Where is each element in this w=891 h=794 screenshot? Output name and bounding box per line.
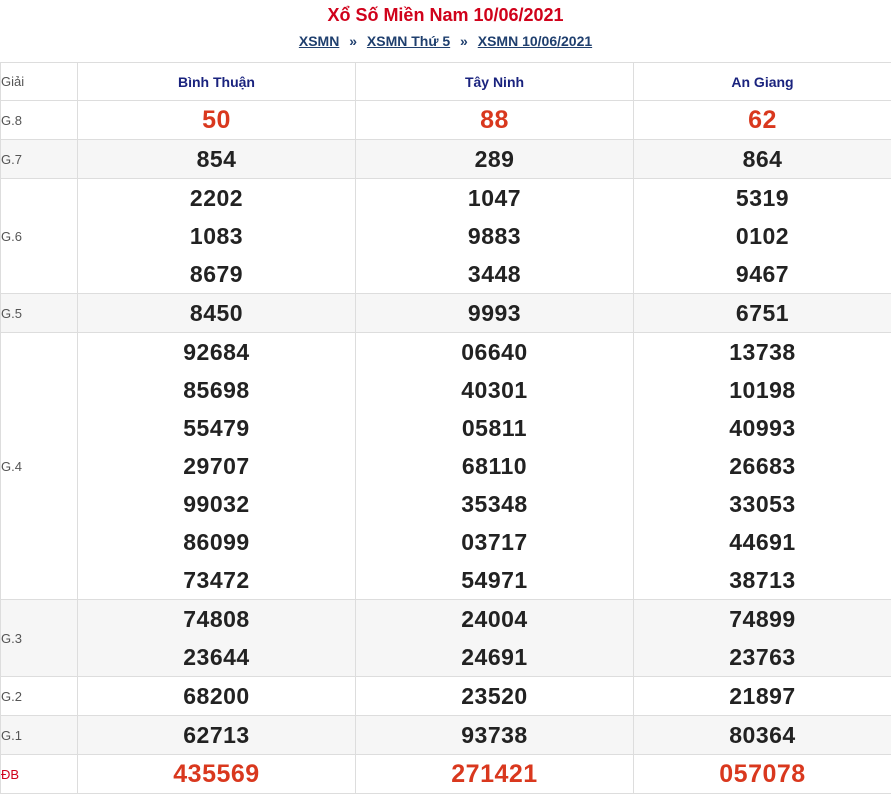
- result-cell: [634, 294, 891, 333]
- winning-number: 44691: [634, 523, 891, 561]
- winning-number: 24691: [356, 638, 633, 676]
- winning-number: 05811: [356, 409, 633, 447]
- winning-number: 1047: [356, 179, 633, 217]
- breadcrumb: [0, 33, 891, 49]
- winning-number: 289: [356, 140, 633, 178]
- prize-row: [1, 179, 891, 294]
- winning-number: 26683: [634, 447, 891, 485]
- winning-number: 23644: [78, 638, 355, 676]
- result-cell: [356, 333, 634, 600]
- winning-number: 0102: [634, 217, 891, 255]
- winning-number: 5319: [634, 179, 891, 217]
- winning-number: 99032: [78, 485, 355, 523]
- result-cell: [634, 333, 891, 600]
- prize-label: G.6: [1, 179, 78, 294]
- winning-number: 03717: [356, 523, 633, 561]
- winning-number: 10198: [634, 371, 891, 409]
- winning-number: 057078: [634, 755, 891, 793]
- prize-label: G.5: [1, 294, 78, 333]
- breadcrumb-link-thu5[interactable]: XSMN Thứ 5: [367, 33, 450, 49]
- result-cell: [78, 677, 356, 716]
- winning-number: 9467: [634, 255, 891, 293]
- results-body: [1, 101, 891, 794]
- result-cell: [78, 333, 356, 600]
- prize-column-header: Giải: [1, 63, 78, 101]
- winning-number: 55479: [78, 409, 355, 447]
- prize-label: G.8: [1, 101, 78, 140]
- prize-row: [1, 600, 891, 677]
- province-header-an-giang[interactable]: An Giang: [634, 63, 891, 101]
- result-cell: [356, 755, 634, 794]
- breadcrumb-link-date[interactable]: XSMN 10/06/2021: [478, 33, 592, 49]
- province-header-tay-ninh[interactable]: Tây Ninh: [356, 63, 634, 101]
- result-cell: [78, 716, 356, 755]
- result-cell: [356, 101, 634, 140]
- result-cell: [78, 755, 356, 794]
- prize-label: G.2: [1, 677, 78, 716]
- result-cell: [78, 294, 356, 333]
- prize-row: [1, 140, 891, 179]
- winning-number: 85698: [78, 371, 355, 409]
- winning-number: 24004: [356, 600, 633, 638]
- province-header-binh-thuan[interactable]: Bình Thuận: [78, 63, 356, 101]
- winning-number: 435569: [78, 755, 355, 793]
- winning-number: 86099: [78, 523, 355, 561]
- result-cell: [634, 677, 891, 716]
- page-title: Xổ Số Miền Nam 10/06/2021: [0, 5, 891, 26]
- prize-row: [1, 333, 891, 600]
- winning-number: 50: [78, 101, 355, 139]
- winning-number: 8679: [78, 255, 355, 293]
- winning-number: 38713: [634, 561, 891, 599]
- page-header: [0, 0, 891, 62]
- prize-label: G.7: [1, 140, 78, 179]
- winning-number: 68200: [78, 677, 355, 715]
- winning-number: 8450: [78, 294, 355, 332]
- result-cell: [78, 101, 356, 140]
- prize-row: [1, 101, 891, 140]
- result-cell: [634, 179, 891, 294]
- winning-number: 40301: [356, 371, 633, 409]
- breadcrumb-link-xsmn[interactable]: XSMN: [299, 33, 339, 49]
- winning-number: 92684: [78, 333, 355, 371]
- result-cell: [634, 755, 891, 794]
- breadcrumb-separator: »: [460, 33, 468, 49]
- winning-number: 854: [78, 140, 355, 178]
- result-cell: [356, 294, 634, 333]
- prize-row: [1, 755, 891, 794]
- winning-number: 9883: [356, 217, 633, 255]
- results-table: [0, 62, 891, 794]
- winning-number: 864: [634, 140, 891, 178]
- prize-label: G.1: [1, 716, 78, 755]
- winning-number: 62: [634, 101, 891, 139]
- table-header-row: [1, 63, 891, 101]
- winning-number: 9993: [356, 294, 633, 332]
- result-cell: [356, 140, 634, 179]
- winning-number: 68110: [356, 447, 633, 485]
- result-cell: [634, 716, 891, 755]
- winning-number: 29707: [78, 447, 355, 485]
- winning-number: 23763: [634, 638, 891, 676]
- prize-row: [1, 677, 891, 716]
- winning-number: 13738: [634, 333, 891, 371]
- winning-number: 2202: [78, 179, 355, 217]
- winning-number: 35348: [356, 485, 633, 523]
- winning-number: 74808: [78, 600, 355, 638]
- winning-number: 88: [356, 101, 633, 139]
- winning-number: 3448: [356, 255, 633, 293]
- winning-number: 21897: [634, 677, 891, 715]
- prize-label: G.3: [1, 600, 78, 677]
- winning-number: 73472: [78, 561, 355, 599]
- winning-number: 271421: [356, 755, 633, 793]
- winning-number: 74899: [634, 600, 891, 638]
- winning-number: 6751: [634, 294, 891, 332]
- prize-label: ĐB: [1, 755, 78, 794]
- prize-label: G.4: [1, 333, 78, 600]
- result-cell: [78, 179, 356, 294]
- winning-number: 33053: [634, 485, 891, 523]
- winning-number: 93738: [356, 716, 633, 754]
- breadcrumb-separator: »: [349, 33, 357, 49]
- prize-row: [1, 716, 891, 755]
- winning-number: 40993: [634, 409, 891, 447]
- result-cell: [356, 600, 634, 677]
- prize-row: [1, 294, 891, 333]
- result-cell: [78, 600, 356, 677]
- result-cell: [78, 140, 356, 179]
- result-cell: [356, 179, 634, 294]
- result-cell: [356, 716, 634, 755]
- result-cell: [634, 600, 891, 677]
- result-cell: [634, 140, 891, 179]
- result-cell: [356, 677, 634, 716]
- winning-number: 06640: [356, 333, 633, 371]
- winning-number: 54971: [356, 561, 633, 599]
- winning-number: 1083: [78, 217, 355, 255]
- result-cell: [634, 101, 891, 140]
- winning-number: 80364: [634, 716, 891, 754]
- winning-number: 23520: [356, 677, 633, 715]
- winning-number: 62713: [78, 716, 355, 754]
